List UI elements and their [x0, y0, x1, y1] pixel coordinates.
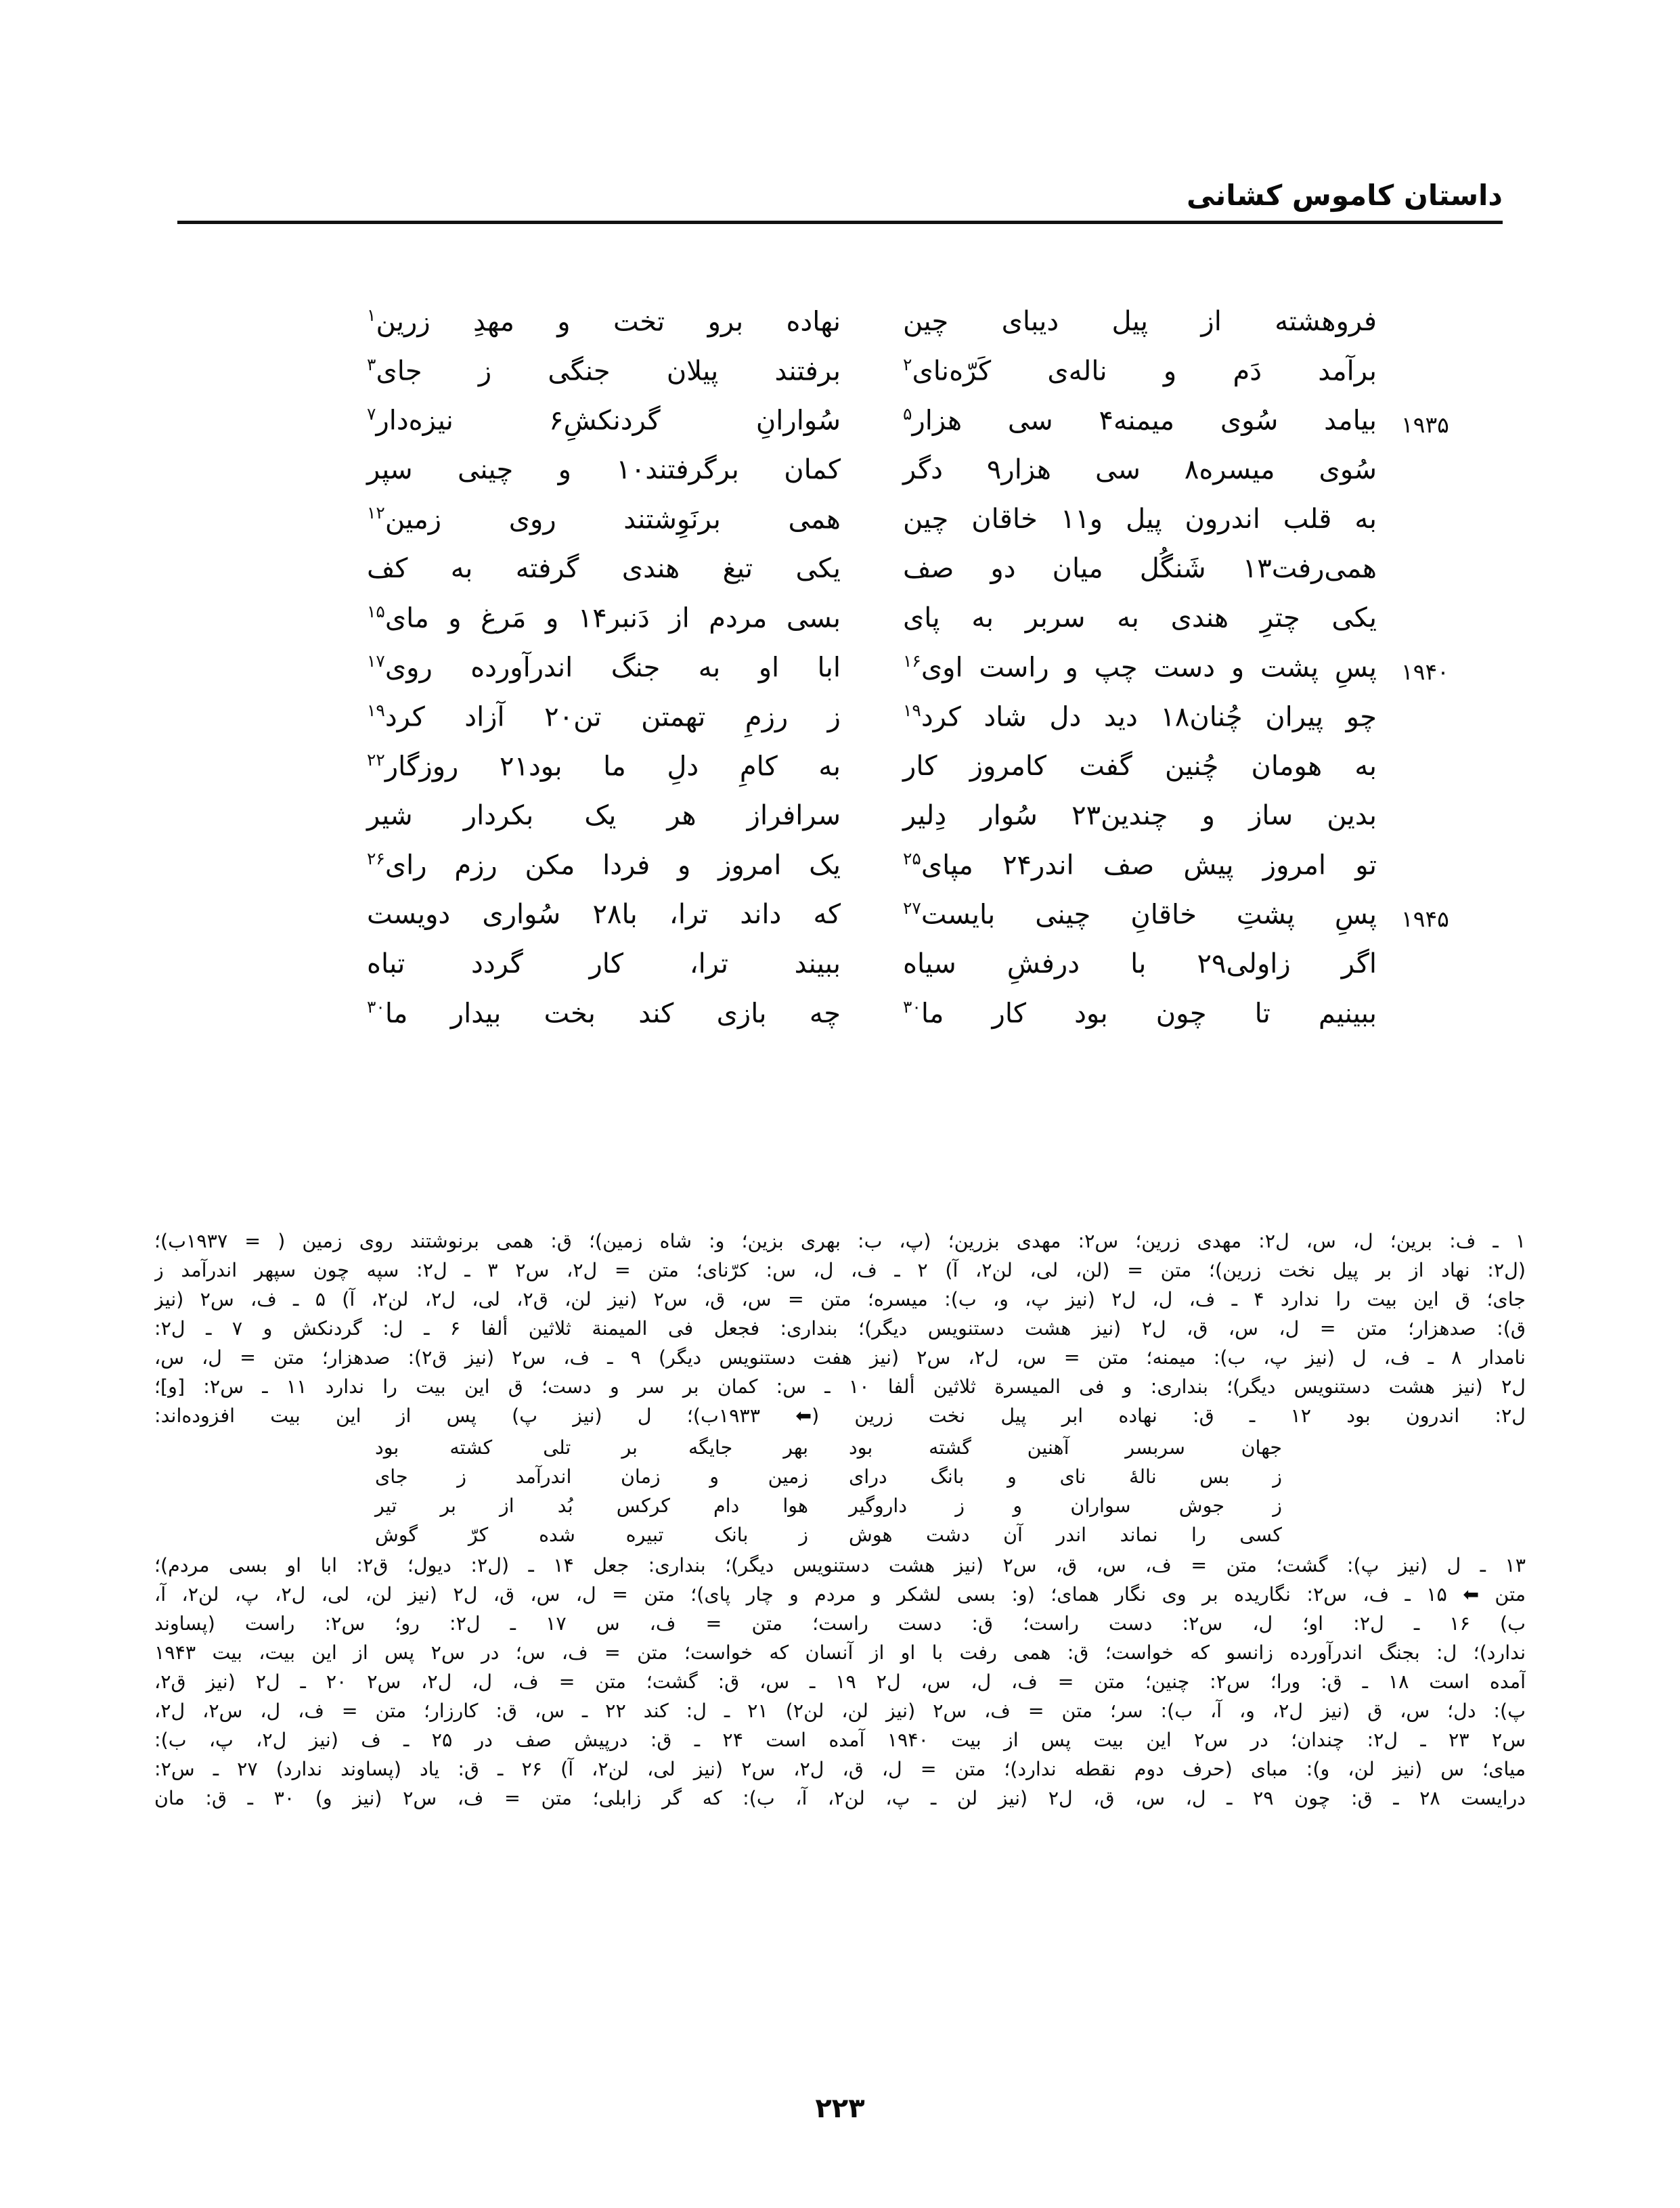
- apparatus-line: میای؛ س (نیز لن، و): مبای (حرف دوم نقطه ندارد)؛ متن = ل، ق، ل‌۲، س‌۲ (نیز لی، لن‌۲، آ) ۲۶ ـ ق: یاد (پساوند ندارد) ۲۷ ـ س‌۲:: [154, 1758, 1526, 1780]
- apparatus-line: ل‌۲ (نیز هشت دستنویس دیگر)؛ بنداری: و فی المیسرة ثلاثین ألفا ۱۰ ـ س: کمان بر سر و دست؛ ق این بیت را ندارد ۱۱ ـ س‌۲: [و]؛: [154, 1375, 1526, 1398]
- hemistich-second: بسی مردم از دَنبر۱۴ و مَرغ و مای$^{۱۵}$: [367, 602, 841, 634]
- apparatus-line: جای؛ ق این بیت را ندارد ۴ ـ ف، ل، ل‌۲ (نیز پ، و، ب): میسره؛ متن = س، ق، س‌۲ (نیز لن، ق‌۲، لی، ل‌۲، لن‌۲، آ) ۵ ـ ف، س‌۲ (نیز: [154, 1288, 1526, 1310]
- hemistich-first: بدین ساز و چندین۲۳ سُوار دِلیر: [903, 800, 1377, 831]
- quoted-couplet: [154, 1433, 1526, 1462]
- verse-couplet: [177, 553, 1503, 602]
- verse-couplet: [177, 405, 1503, 454]
- hemistich-second: به کامِ دلِ ما بود۲۱ روزگار$^{۲۲}$: [367, 750, 841, 782]
- hemistich-second: کمان برگرفتند۱۰ و چینی سپر: [367, 454, 841, 485]
- verse-line-number: [1401, 306, 1503, 313]
- hemistich-first: سُوی میسره۸ سی هزار۹ دگر: [903, 454, 1377, 485]
- verse-line-number: ۱۹۴۵: [1401, 906, 1449, 932]
- variant-marker: ۲۵: [903, 849, 921, 868]
- variant-marker: ۲۲: [367, 750, 385, 770]
- quoted-couplet: [154, 1462, 1526, 1491]
- apparatus-line: ب) ۱۶ ـ ل‌۲: او؛ ل، س‌۲: دست راست؛ ق: دست راست؛ متن = ف، س ۱۷ ـ ل‌۲: رو؛ س‌۲: راست (پساوند: [154, 1612, 1526, 1635]
- variant-marker: ۳۰: [903, 997, 921, 1017]
- hemistich-first: پسِ پشت و دست چپ و راست اوی$^{۱۶}$: [903, 651, 1377, 684]
- hemistich-second: سرافراز هر یک بکردار شیر: [367, 800, 841, 831]
- verse-couplet: [177, 800, 1503, 849]
- hemistich-second: برفتند پیلان جنگی ز جای$^۳$: [367, 355, 841, 387]
- apparatus-quoted-verses: [154, 1433, 1526, 1549]
- verse-couplet: [177, 454, 1503, 504]
- verse-line-number: [1401, 800, 1503, 807]
- verse-couplet: [177, 948, 1503, 998]
- hemistich-second: نهاده برو تخت و مهدِ زرین$^۱$: [367, 305, 841, 338]
- hemistich-first: برآمد دَم و ناله‌ی کَرّه‌نای$^۲$: [903, 355, 1377, 387]
- variant-marker: ۲۶: [367, 849, 385, 868]
- quoted-couplet: [154, 1491, 1526, 1520]
- hemistich-second: ابا او به جنگ اندرآورده روی$^{۱۷}$: [367, 651, 841, 684]
- verse-line-number: [1401, 504, 1503, 510]
- variant-marker: ۳۰: [367, 997, 385, 1017]
- hemistich-first: یکی چترِ هندی به سربر به پای: [903, 602, 1377, 634]
- running-head: داستان کاموس کشانی: [1187, 179, 1503, 212]
- page-header: [177, 181, 1503, 224]
- critical-apparatus: [154, 1227, 1526, 1813]
- verse-line-number: [1401, 553, 1503, 560]
- hemistich-second: ز رزمِ تهمتن تن۲۰ آزاد کرد$^{۱۹}$: [367, 701, 841, 733]
- verse-line-number: [1401, 849, 1503, 856]
- hemistich-second: یکی تیغ هندی گرفته به کف: [367, 553, 841, 584]
- quoted-couplet: [154, 1520, 1526, 1549]
- verse-line-number: [1401, 948, 1503, 955]
- quoted-hemistich-second: ز بانک تبیره شده کرّ گوش: [375, 1524, 808, 1546]
- quoted-hemistich-first: ز جوش سواران و ز داروگیر: [849, 1495, 1282, 1517]
- hemistich-first: تو امروز پیش صف اندر۲۴ مپای$^{۲۵}$: [903, 849, 1377, 881]
- verse-couplet: [177, 306, 1503, 355]
- hemistich-first: پسِ پشتِ خاقانِ چینی بایست$^{۲۷}$: [903, 898, 1377, 931]
- quoted-hemistich-first: ز بس نالهٔ نای و بانگ درای: [849, 1465, 1282, 1488]
- variant-marker: ۱۲: [367, 503, 385, 523]
- apparatus-line: ۱۳ ـ ل (نیز پ): گشت؛ متن = ف، س، ق، س‌۲ (نیز هشت دستنویس دیگر)؛ بنداری: جعل ۱۴ ـ (ل‌۲: دیول؛ ق‌۲: ابا او بسی مردم)؛: [154, 1554, 1526, 1576]
- quoted-hemistich-first: جهان سربسر آهنین گشته بود: [849, 1436, 1282, 1459]
- folio-number: ۲۲۳: [815, 2093, 865, 2124]
- variant-marker: ۱۷: [367, 651, 385, 671]
- variant-marker: ۳: [367, 355, 376, 374]
- apparatus-line: ق): صدهزار؛ متن = ل، س، ق، ل‌۲ (نیز هشت دستنویس دیگر)؛ بنداری: فجعل فی المیمنة ثلاثین ألفا ۶ ـ ل: گردنکش و ۷ ـ ل‌۲:: [154, 1317, 1526, 1340]
- apparatus-line: پ): دل؛ س، ق (نیز ل‌۲، و، آ، ب): سر؛ متن = ف، س‌۲ (نیز لن، لن‌۲) ۲۱ ـ ل: کند ۲۲ ـ س، ق: کارزار؛ متن = ف، ل، س‌۲، ل‌۲،: [154, 1700, 1526, 1722]
- hemistich-first: ببینیم تا چون بود کار ما$^{۳۰}$: [903, 997, 1377, 1030]
- variant-marker: ۱: [367, 305, 376, 325]
- header-rule: [177, 221, 1503, 224]
- verse-line-number: ۱۹۳۵: [1401, 412, 1449, 438]
- hemistich-first: چو پیران چُنان۱۸ دید دل شاد کرد$^{۱۹}$: [903, 701, 1377, 733]
- quoted-hemistich-second: بهر جایگه بر تلی کشته بود: [375, 1436, 808, 1459]
- verse-couplet: [177, 504, 1503, 553]
- hemistich-first: اگر زاولی۲۹ با درفشِ سیاه: [903, 948, 1377, 979]
- apparatus-line: ۱ ـ ف: برین؛ ل، س، ل‌۲: مهدی زرین؛ س‌۲: مهدی بزرین؛ (پ، ب: بهری بزین؛ و: شاه زمین)؛ ق: همی برنوشتند روی زمین ( = ۱۹۳۷ب)؛: [154, 1230, 1526, 1252]
- hemistich-first: بیامد سُوی میمنه‌۴ سی هزار$^۵$: [903, 404, 1377, 437]
- apparatus-line: نامدار ۸ ـ ف، ل (نیز پ، ب): میمنه؛ متن = س، ل‌۲، س‌۲ (نیز هفت دستنویس دیگر) ۹ ـ ف، س‌۲ (نیز ق‌۲): صدهزار؛ متن = ل، س،: [154, 1346, 1526, 1369]
- variant-marker: ۱۵: [367, 602, 385, 621]
- hemistich-second: همی برنَوِشتند روی زمین$^{۱۲}$: [367, 503, 841, 535]
- hemistich-second: یک امروز و فردا مکن رزم رای$^{۲۶}$: [367, 849, 841, 881]
- hemistich-first: به قلب اندرون پیل و۱۱ خاقان چین: [903, 504, 1377, 535]
- variant-marker: ۲۷: [903, 898, 921, 918]
- apparatus-line: درایست ۲۸ ـ ق: چون ۲۹ ـ ل، س، ق، ل‌۲ (نیز لن ـ پ، لن‌۲، آ، ب): که گر زابلی؛ متن = ف، س‌۲ (نیز و) ۳۰ ـ ق: مان: [154, 1787, 1526, 1809]
- hemistich-first: به هومان چُنین گفت کامروز کار: [903, 751, 1377, 782]
- apparatus-line: متن ⬅ ۱۵ ـ ف، س‌۲: نگاریده بر وی نگار همای؛ (و: بسی لشکر و مردم و چار پای)؛ متن = ل، س، ق، ل‌۲ (نیز لن، لی، ل‌۲، پ، لن‌۲، آ،: [154, 1583, 1526, 1606]
- variant-marker: ۷: [367, 404, 376, 424]
- apparatus-line: آمده است ۱۸ ـ ق: ورا؛ س‌۲: چنین؛ متن = ف، ل، س، ل‌۲ ۱۹ ـ س، ق: گشت؛ متن = ف، ل، ل‌۲، س‌۲ ۲۰ ـ ل‌۲ (نیز ق‌۲،: [154, 1671, 1526, 1693]
- variant-marker: ۱۶: [903, 651, 921, 671]
- hemistich-second: سُوارانِ گردنکشِ۶ نیزه‌دار$^۷$: [367, 404, 841, 437]
- verse-couplet: [177, 701, 1503, 751]
- variant-marker: ۱۹: [903, 701, 921, 720]
- verse-couplet: [177, 849, 1503, 899]
- hemistich-second: که داند ترا، با۲۸ سُواری دویست: [367, 899, 841, 931]
- verse-couplet: [177, 355, 1503, 405]
- verse-line-number: [1401, 701, 1503, 708]
- verse-line-number: ۱۹۴۰: [1401, 659, 1449, 685]
- verse-block: [177, 306, 1503, 1047]
- verse-line-number: [1401, 355, 1503, 362]
- hemistich-second: چه بازی کند بخت بیدار ما$^{۳۰}$: [367, 997, 841, 1030]
- variant-marker: ۵: [903, 404, 912, 424]
- apparatus-line: ندارد)؛ ل: بجنگ اندرآورده زانسو که خواست؛ ق: همی رفت با او از آنسان که خواست؛ متن = ف، س؛ در س‌۲ پس از این بیت، بیت ۱۹۴۳: [154, 1641, 1526, 1664]
- variant-marker: ۱۹: [367, 701, 385, 720]
- apparatus-line: س‌۲ ۲۳ ـ ل‌۲: چندان؛ در س‌۲ این بیت پس از بیت ۱۹۴۰ آمده است ۲۴ ـ ق: درپیش صف در ۲۵ ـ ف (نیز ل‌۲، پ، ب):: [154, 1729, 1526, 1751]
- verse-couplet: [177, 751, 1503, 800]
- verse-couplet: [177, 998, 1503, 1047]
- hemistich-first: همی‌رفت۱۳ شَنگُل میان دو صف: [903, 553, 1377, 584]
- quoted-hemistich-first: کسی را نماند اندر آن دشت هوش: [849, 1524, 1282, 1546]
- verse-line-number: [1401, 751, 1503, 757]
- hemistich-second: ببیند ترا، کار گردد تباه: [367, 948, 841, 979]
- apparatus-line: ل‌۲: اندرون بود ۱۲ ـ ق: نهاده ابر پیل نخت زرین (⬅ ۱۹۳۳ب)؛ ل (نیز پ) پس از این بیت افزوده‌اند:: [154, 1405, 1526, 1427]
- verse-couplet: [177, 899, 1503, 948]
- verse-line-number: [1401, 998, 1503, 1004]
- variant-marker: ۲: [903, 355, 912, 374]
- hemistich-first: فروهشته از پیل دیبای چین: [903, 306, 1377, 338]
- apparatus-line: (ل‌۲: نهاد از بر پیل نخت زرین)؛ متن = (لن، لی، لن‌۲، آ) ۲ ـ ف، ل، س: کرّنای؛ متن = ل‌۲، س‌۲ ۳ ـ ل‌۲: سپه چون سپهر اندرآمد ز: [154, 1259, 1526, 1281]
- verse-couplet: [177, 652, 1503, 701]
- verse-line-number: [1401, 454, 1503, 461]
- quoted-hemistich-second: هوا دام کرکس بُد از بر تیر: [375, 1495, 808, 1517]
- quoted-hemistich-second: زمین و زمان اندرآمد ز جای: [375, 1465, 808, 1488]
- verse-line-number: [1401, 602, 1503, 609]
- verse-couplet: [177, 602, 1503, 652]
